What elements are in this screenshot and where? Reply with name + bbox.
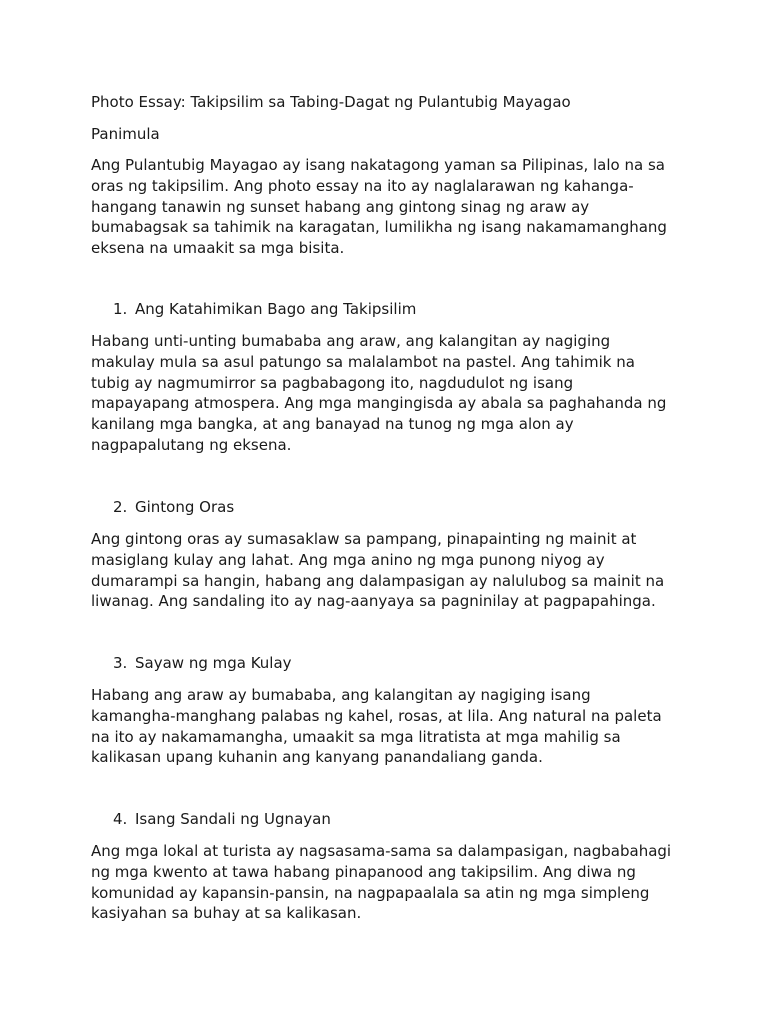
- paragraph-line: na ito ay nakamamangha, umaakit sa mga litratista at mga mahilig sa: [91, 727, 621, 746]
- paragraph-line: bumabagsak sa tahimik na karagatan, lumilikha ng isang nakamamanghang: [91, 218, 667, 237]
- section-2-paragraph: [91, 529, 691, 612]
- paragraph-line: Habang ang araw ay bumababa, ang kalangitan ay nagiging isang: [91, 686, 591, 704]
- section-1-paragraph: [91, 331, 691, 456]
- document-title: Photo Essay: Takipsilim sa Tabing-Dagat ng Pulantubig Mayagao: [91, 93, 571, 111]
- section-1-heading: [113, 299, 416, 320]
- paragraph-line: kasiyahan sa buhay at sa kalikasan.: [91, 904, 362, 923]
- intro-heading: Panimula: [91, 125, 160, 143]
- section-title: Isang Sandali ng Ugnayan: [135, 810, 331, 828]
- section-number: 4.: [113, 810, 128, 828]
- paragraph-line: eksena na umaakit sa mga bisita.: [91, 239, 345, 258]
- section-4-heading: [113, 809, 331, 830]
- paragraph-line: Habang unti-unting bumababa ang araw, ang kalangitan ay nagiging: [91, 332, 611, 350]
- paragraph-line: kanilang mga bangka, at ang banayad na tunog ng mga alon ay: [91, 415, 574, 434]
- section-title: Gintong Oras: [135, 498, 235, 516]
- intro-paragraph: [91, 155, 691, 259]
- paragraph-line: Ang Pulantubig Mayagao ay isang nakatagong yaman sa Pilipinas, lalo na sa: [91, 156, 665, 174]
- section-4-paragraph: [91, 841, 691, 924]
- section-3-paragraph: [91, 685, 691, 768]
- paragraph-line: oras ng takipsilim. Ang photo essay na ito ay naglalarawan ng kahanga-: [91, 176, 634, 195]
- section-number: 1.: [113, 300, 128, 318]
- paragraph-line: dumarampi sa hangin, habang ang dalampasigan ay nalulubog sa mainit na: [91, 571, 665, 590]
- paragraph-line: hangang tanawin ng sunset habang ang gintong sinag ng araw ay: [91, 197, 590, 216]
- section-number: 2.: [113, 498, 128, 516]
- paragraph-line: liwanag. Ang sandaling ito ay nag-aanyaya sa pagninilay at pagpapahinga.: [91, 592, 656, 611]
- paragraph-line: kalikasan upang kuhanin ang kanyang panandaliang ganda.: [91, 748, 543, 767]
- paragraph-line: mapayapang atmospera. Ang mga mangingisda ay abala sa paghahanda ng: [91, 394, 667, 413]
- paragraph-line: ng mga kwento at tawa habang pinapanood ang takipsilim. Ang diwa ng: [91, 862, 636, 881]
- paragraph-line: tubig ay nagmumirror sa pagbabagong ito, nagdudulot ng isang: [91, 373, 574, 392]
- section-2-heading: [113, 497, 234, 518]
- section-title: Sayaw ng mga Kulay: [135, 654, 292, 672]
- section-title: Ang Katahimikan Bago ang Takipsilim: [135, 300, 417, 318]
- section-number: 3.: [113, 654, 128, 672]
- paragraph-line: masiglang kulay ang lahat. Ang mga anino ng mga punong niyog ay: [91, 550, 605, 569]
- paragraph-line: kamangha-manghang palabas ng kahel, rosas, at lila. Ang natural na paleta: [91, 706, 662, 725]
- paragraph-line: Ang gintong oras ay sumasaklaw sa pampang, pinapainting ng mainit at: [91, 530, 637, 548]
- paragraph-line: nagpapalutang ng eksena.: [91, 435, 292, 454]
- paragraph-line: komunidad ay kapansin-pansin, na nagpapaalala sa atin ng mga simpleng: [91, 883, 650, 902]
- section-3-heading: [113, 653, 292, 674]
- paragraph-line: Ang mga lokal at turista ay nagsasama-sama sa dalampasigan, nagbabahagi: [91, 842, 672, 860]
- paragraph-line: makulay mula sa asul patungo sa malalambot na pastel. Ang tahimik na: [91, 352, 635, 371]
